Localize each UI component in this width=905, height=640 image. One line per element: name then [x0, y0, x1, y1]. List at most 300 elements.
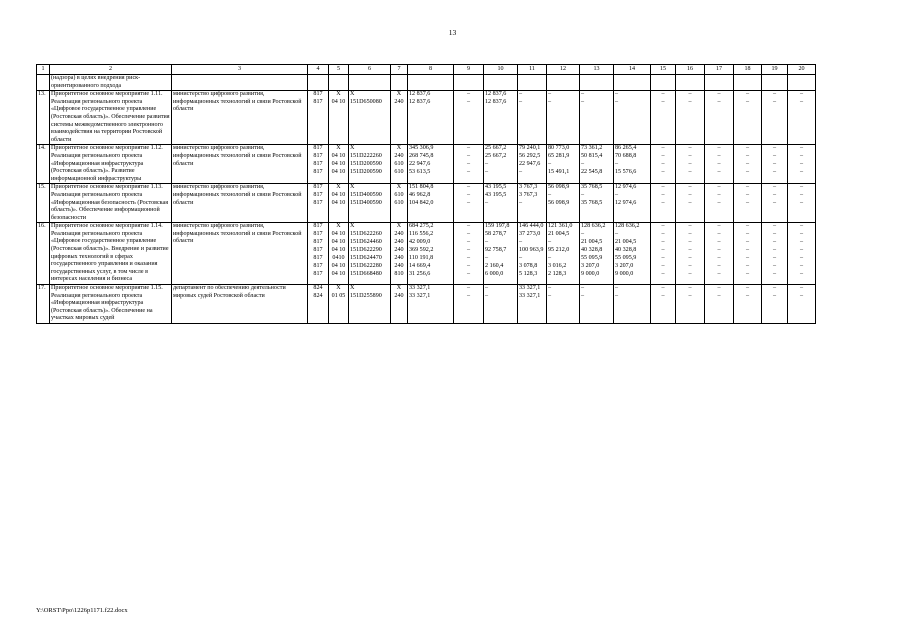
cell-value: –	[615, 161, 619, 168]
cell-value: 14 669,4	[409, 263, 431, 270]
cell-value: Х	[350, 145, 355, 152]
cell-value: 04 10	[331, 161, 346, 168]
column-number: 15	[651, 65, 676, 75]
cell-value: –	[799, 192, 804, 199]
table-cell	[705, 145, 734, 184]
cell-value: Х	[350, 285, 355, 292]
cell-value: 04 10	[331, 99, 346, 106]
cell-value: –	[745, 200, 750, 207]
cell-value: Х	[396, 184, 402, 191]
cell-value: –	[661, 255, 665, 262]
table-cell	[391, 145, 408, 184]
column-number: 14	[614, 65, 651, 75]
cell-value: 151 804,8	[409, 184, 434, 191]
cell-value: –	[745, 169, 750, 176]
cell-value: 121 361,0	[548, 223, 573, 230]
table-cell	[705, 184, 734, 223]
cell-value: –	[717, 145, 721, 152]
cell-value: 40 328,8	[615, 247, 637, 254]
cell-value: 610	[394, 192, 404, 199]
table-cell	[614, 184, 651, 223]
cell-value: 04 10	[331, 153, 346, 160]
cell-value: 3 767,3	[519, 192, 538, 199]
table-row	[37, 223, 816, 285]
cell-value: 268 745,8	[409, 153, 434, 160]
cell-value: Х	[336, 184, 341, 191]
cell-value: –	[772, 255, 777, 262]
cell-value: 3 016,2	[548, 263, 567, 270]
column-number: 4	[308, 65, 329, 75]
cell-value: 2 128,3	[548, 271, 567, 278]
cell-value: Х	[336, 91, 341, 98]
table-cell	[329, 184, 349, 223]
cell-value: 12 974,6	[615, 184, 637, 191]
cell-value: 25 667,2	[485, 153, 507, 160]
cell-value: –	[745, 263, 750, 270]
cell-value: –	[799, 285, 804, 292]
cell-value: –	[519, 255, 523, 262]
cell-value: 22 545,8	[581, 169, 603, 176]
cell-value: –	[772, 91, 777, 98]
cell-value: –	[799, 247, 804, 254]
cell-value: –	[717, 231, 721, 238]
cell-value: 01 05	[331, 293, 346, 300]
cell-value: –	[688, 161, 692, 168]
table-cell	[788, 184, 816, 223]
footer-file-path: Y:\ORST\Ppo\1226p1171.f22.docx	[36, 607, 128, 614]
cell-value: –	[745, 192, 750, 199]
cell-value: –	[772, 200, 777, 207]
cell-value: –	[688, 247, 692, 254]
executor-cell: министерство цифрового развития, информационных технологий и связи Ростовской области	[172, 223, 308, 285]
row-number-cell: 14.	[37, 145, 50, 184]
cell-value: –	[799, 161, 804, 168]
cell-value: 12 837,6	[409, 91, 431, 98]
cell-value: –	[799, 239, 804, 246]
cell-value: –	[466, 231, 471, 238]
cell-value: –	[548, 285, 552, 292]
cell-value: –	[717, 91, 721, 98]
cell-value: 40 328,8	[581, 247, 603, 254]
table-cell	[391, 285, 408, 324]
cell-value: –	[688, 255, 692, 262]
event-name-cell: Приоритетное основное мероприятие 1.12. Реализация регионального проекта «Информационная инфраструктура (Ростовская область)». Развитие информационной инфраструктуры	[50, 145, 172, 184]
cell-value: –	[799, 271, 804, 278]
cell-value: –	[772, 99, 777, 106]
cell-value: 345 306,9	[409, 145, 434, 152]
table-cell	[676, 91, 705, 145]
cell-value: –	[485, 200, 489, 207]
cell-value: –	[661, 91, 665, 98]
table-cell	[349, 184, 391, 223]
cell-value: –	[661, 192, 665, 199]
cell-value: 817	[313, 263, 323, 270]
cell-value: 817	[313, 239, 323, 246]
cell-value: 817	[313, 161, 323, 168]
cell-value: 50 815,4	[581, 153, 603, 160]
cell-value: Х	[350, 91, 355, 98]
cell-value: –	[799, 91, 804, 98]
table-cell	[651, 285, 676, 324]
cell-value: 110 191,8	[409, 255, 434, 262]
column-number: 20	[788, 65, 816, 75]
cell-value: –	[466, 271, 471, 278]
cell-value: 80 773,0	[548, 145, 570, 152]
cell-value: 04 10	[331, 231, 346, 238]
cell-value: –	[717, 271, 721, 278]
table-cell	[408, 145, 454, 184]
cell-value: 55 095,9	[615, 255, 637, 262]
table-cell	[580, 184, 614, 223]
cell-value: 04 10	[331, 247, 346, 254]
table-cell	[349, 285, 391, 324]
table-cell	[391, 223, 408, 285]
table-cell	[788, 91, 816, 145]
cell-value: 33 327,1	[409, 293, 431, 300]
table-row	[37, 184, 816, 223]
table-cell	[734, 75, 762, 91]
table-cell	[518, 75, 547, 91]
cell-value: 25 667,2	[485, 145, 507, 152]
cell-value: 151D624470	[350, 255, 382, 262]
cell-value: –	[519, 169, 523, 176]
table-cell	[547, 223, 580, 285]
cell-value: –	[466, 263, 471, 270]
event-name-cell: Приоритетное основное мероприятие 1.13. Реализация регионального проекта «Информационная безопасность (Ростовская область)». Обеспечение информационной безопасности	[50, 184, 172, 223]
cell-value: –	[717, 263, 721, 270]
cell-value: 33 327,1	[519, 293, 541, 300]
cell-value: 73 361,2	[581, 145, 603, 152]
cell-value: –	[688, 153, 692, 160]
cell-value: –	[485, 239, 489, 246]
cell-value: –	[466, 223, 471, 230]
table-cell	[329, 75, 349, 91]
cell-value: –	[661, 153, 665, 160]
cell-value: –	[466, 91, 471, 98]
table-cell	[308, 184, 329, 223]
cell-value: –	[772, 161, 777, 168]
cell-value: 151D650080	[350, 99, 382, 106]
event-name-cell: Приоритетное основное мероприятие 1.15. Реализация регионального проекта «Информационная инфраструктура (Ростовская область)». Обеспечение на участках мировых судей	[50, 285, 172, 324]
cell-value: –	[717, 161, 721, 168]
cell-value: 817	[313, 91, 323, 98]
cell-value: –	[581, 91, 585, 98]
row-number-cell: 17.	[37, 285, 50, 324]
cell-value: –	[581, 99, 585, 106]
cell-value: –	[799, 263, 804, 270]
cell-value: –	[688, 293, 692, 300]
cell-value: –	[466, 239, 471, 246]
table-cell	[408, 91, 454, 145]
table-cell	[705, 75, 734, 91]
cell-value: 240	[394, 293, 404, 300]
cell-value: –	[548, 91, 552, 98]
table-cell	[762, 223, 788, 285]
table-cell	[308, 223, 329, 285]
cell-value: –	[717, 200, 721, 207]
cell-value: –	[717, 247, 721, 254]
cell-value: 79 240,1	[519, 145, 541, 152]
table-cell	[391, 91, 408, 145]
budget-table	[36, 64, 816, 324]
cell-value: 824	[313, 293, 323, 300]
cell-value: 159 197,8	[485, 223, 510, 230]
cell-value: –	[772, 263, 777, 270]
cell-value: 56 098,9	[548, 184, 570, 191]
cell-value: 43 195,5	[485, 184, 507, 191]
table-cell	[172, 75, 308, 91]
row-number-cell	[37, 75, 50, 91]
table-cell	[349, 91, 391, 145]
cell-value: –	[745, 99, 750, 106]
table-cell	[454, 91, 484, 145]
cell-value: –	[717, 192, 721, 199]
table-cell	[614, 75, 651, 91]
cell-value: –	[466, 161, 471, 168]
table-cell	[518, 223, 547, 285]
cell-value: –	[485, 293, 489, 300]
column-number: 3	[172, 65, 308, 75]
cell-value: –	[688, 99, 692, 106]
table-cell	[518, 145, 547, 184]
table-cell	[391, 184, 408, 223]
cell-value: 95 212,0	[548, 247, 570, 254]
cell-value: Х	[336, 145, 341, 152]
cell-value: Х	[396, 145, 402, 152]
table-cell	[308, 145, 329, 184]
table-cell	[734, 184, 762, 223]
cell-value: –	[519, 99, 523, 106]
cell-value: –	[772, 145, 777, 152]
cell-value: 15 491,1	[548, 169, 570, 176]
cell-value: 684 275,2	[409, 223, 434, 230]
table-cell	[408, 184, 454, 223]
page-number: 13	[448, 28, 457, 37]
table-cell	[518, 184, 547, 223]
cell-value: –	[799, 200, 804, 207]
cell-value: –	[466, 184, 471, 191]
cell-value: –	[745, 145, 750, 152]
cell-value: –	[466, 285, 471, 292]
cell-value: –	[466, 247, 471, 254]
cell-value: –	[799, 223, 804, 230]
event-name-cell: Приоритетное основное мероприятие 1.14. Реализация регионального проекта «Цифровое государственное управление (Ростовская область)». Внедрение и развитие цифровых технологий в сферах государственного управления и оказания государственных услуг, в том числе в интересах населения и бизнеса	[50, 223, 172, 285]
cell-value: –	[466, 192, 471, 199]
cell-value: 100 963,9	[519, 247, 544, 254]
table-cell	[308, 285, 329, 324]
row-number-cell: 15.	[37, 184, 50, 223]
table-cell	[329, 223, 349, 285]
column-number: 19	[762, 65, 788, 75]
cell-value: Х	[396, 223, 402, 230]
cell-value: –	[688, 285, 692, 292]
column-number: 18	[734, 65, 762, 75]
cell-value: 42 009,0	[409, 239, 431, 246]
cell-value: 33 327,1	[519, 285, 541, 292]
cell-value: –	[615, 91, 619, 98]
column-number: 7	[391, 65, 408, 75]
cell-value: 3 767,3	[519, 184, 538, 191]
cell-value: –	[661, 293, 665, 300]
table-cell	[308, 75, 329, 91]
table-cell	[762, 145, 788, 184]
cell-value: –	[548, 99, 552, 106]
cell-value: 128 636,2	[615, 223, 640, 230]
cell-value: –	[548, 192, 552, 199]
table-cell	[705, 285, 734, 324]
cell-value: Х	[336, 285, 341, 292]
cell-value: –	[745, 91, 750, 98]
column-number: 6	[349, 65, 391, 75]
cell-value: 151D255890	[350, 293, 382, 300]
table-cell	[651, 223, 676, 285]
cell-value: –	[466, 293, 471, 300]
table-cell	[454, 184, 484, 223]
table-cell	[614, 91, 651, 145]
cell-value: 2 160,4	[485, 263, 504, 270]
cell-value: –	[717, 169, 721, 176]
cell-value: 104 842,0	[409, 200, 434, 207]
cell-value: 58 278,7	[485, 231, 507, 238]
table-cell	[349, 75, 391, 91]
cell-value: –	[661, 247, 665, 254]
cell-value: 240	[394, 255, 404, 262]
cell-value: 817	[313, 153, 323, 160]
table-cell	[518, 285, 547, 324]
cell-value: 22 947,6	[409, 161, 431, 168]
table-cell	[734, 145, 762, 184]
column-number: 9	[454, 65, 484, 75]
column-number-row	[37, 65, 816, 75]
executor-cell: министерство цифрового развития, информационных технологий и связи Ростовской области	[172, 91, 308, 145]
cell-value: 151D200590	[350, 169, 382, 176]
cell-value: –	[688, 169, 692, 176]
cell-value: 151D622280	[350, 263, 382, 270]
cell-value: 21 004,5	[548, 231, 570, 238]
table-cell	[676, 223, 705, 285]
cell-value: 9 000,0	[581, 271, 600, 278]
cell-value: –	[688, 184, 692, 191]
table-cell	[705, 223, 734, 285]
table-cell	[518, 91, 547, 145]
cell-value: –	[661, 263, 665, 270]
cell-value: –	[661, 239, 665, 246]
cell-value: –	[661, 184, 665, 191]
cell-value: 56 292,5	[519, 153, 541, 160]
executor-cell: министерство цифрового развития, информационных технологий и связи Ростовской области	[172, 145, 308, 184]
cell-value: –	[745, 247, 750, 254]
table-cell	[308, 91, 329, 145]
table-cell	[454, 75, 484, 91]
cell-value: –	[485, 161, 489, 168]
cell-value: –	[772, 192, 777, 199]
cell-value: –	[548, 161, 552, 168]
table-row	[37, 145, 816, 184]
executor-cell: министерство цифрового развития, информационных технологий и связи Ростовской области	[172, 184, 308, 223]
cell-value: 151D222260	[350, 153, 382, 160]
table-row	[37, 285, 816, 324]
table-cell	[762, 75, 788, 91]
cell-value: –	[688, 223, 692, 230]
cell-value: –	[661, 99, 665, 106]
column-number: 1	[37, 65, 50, 75]
cell-value: –	[745, 161, 750, 168]
cell-value: –	[717, 239, 721, 246]
cell-value: –	[772, 169, 777, 176]
cell-value: 151D400590	[350, 192, 382, 199]
event-name-cell: (надзора) в целях внедрения риск-ориентированного подхода	[50, 75, 172, 91]
cell-value: –	[485, 285, 489, 292]
cell-value: –	[745, 184, 750, 191]
table-cell	[349, 145, 391, 184]
table-cell	[762, 91, 788, 145]
column-number: 17	[705, 65, 734, 75]
cell-value: 04 10	[331, 192, 346, 199]
cell-value: –	[688, 271, 692, 278]
cell-value: 240	[394, 263, 404, 270]
table-cell	[788, 285, 816, 324]
table-cell	[454, 223, 484, 285]
cell-value: –	[745, 285, 750, 292]
cell-value: 146 444,0	[519, 223, 544, 230]
cell-value: –	[799, 99, 804, 106]
table-cell	[484, 145, 518, 184]
cell-value: –	[745, 231, 750, 238]
cell-value: –	[772, 223, 777, 230]
cell-value: 240	[394, 239, 404, 246]
cell-value: 15 576,6	[615, 169, 637, 176]
cell-value: 33 327,1	[409, 285, 431, 292]
cell-value: –	[772, 271, 777, 278]
cell-value: –	[485, 169, 489, 176]
cell-value: –	[717, 255, 721, 262]
cell-value: 151D622290	[350, 247, 382, 254]
table-cell	[788, 223, 816, 285]
table-cell	[651, 91, 676, 145]
column-number: 11	[518, 65, 547, 75]
cell-value: –	[466, 200, 471, 207]
cell-value: 610	[394, 169, 404, 176]
cell-value: –	[581, 192, 585, 199]
cell-value: –	[799, 293, 804, 300]
table-cell	[547, 91, 580, 145]
cell-value: 6 000,0	[485, 271, 504, 278]
cell-value: 31 256,6	[409, 271, 431, 278]
table-cell	[614, 285, 651, 324]
cell-value: –	[772, 285, 777, 292]
table-row	[37, 75, 816, 91]
cell-value: 3 207,0	[615, 263, 634, 270]
cell-value: –	[799, 145, 804, 152]
table-cell	[651, 184, 676, 223]
cell-value: 12 837,6	[485, 91, 507, 98]
table-cell	[676, 184, 705, 223]
cell-value: –	[772, 239, 777, 246]
cell-value: Х	[350, 223, 355, 230]
table-cell	[329, 145, 349, 184]
cell-value: 817	[313, 271, 323, 278]
cell-value: –	[772, 247, 777, 254]
cell-value: –	[466, 153, 471, 160]
table-row	[37, 91, 816, 145]
cell-value: 21 004,5	[581, 239, 603, 246]
column-number: 13	[580, 65, 614, 75]
table-cell	[580, 223, 614, 285]
cell-value: –	[466, 99, 471, 106]
table-cell	[484, 223, 518, 285]
cell-value: Х	[396, 91, 402, 98]
cell-value: –	[661, 223, 665, 230]
